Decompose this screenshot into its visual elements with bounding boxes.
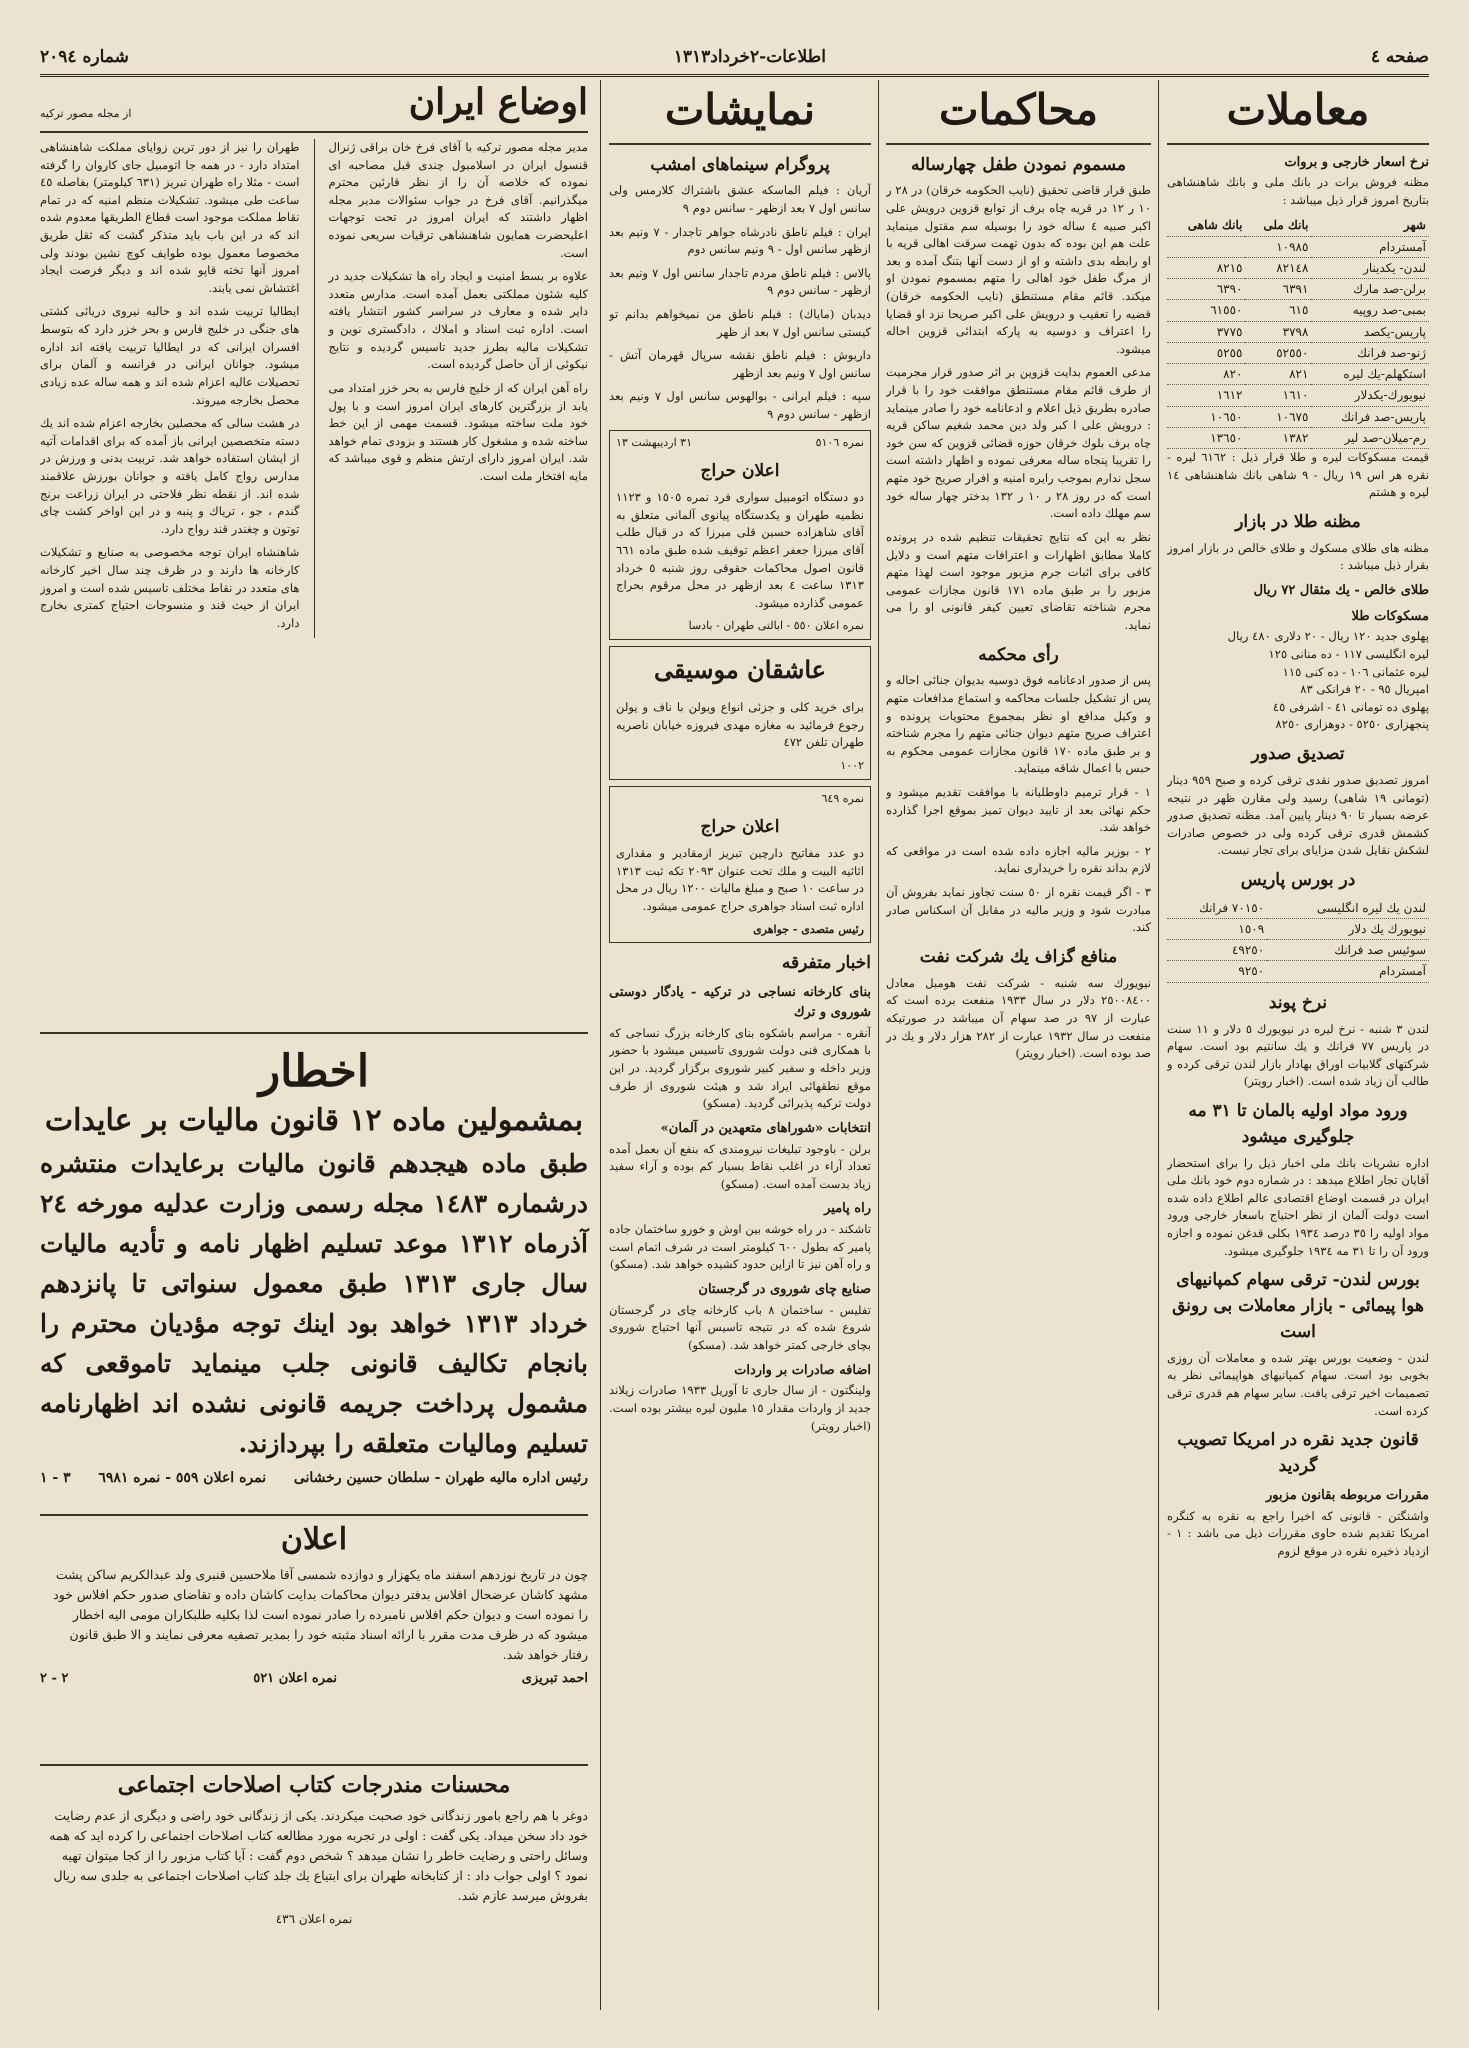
rate-melli: ١٣٨٢ (1245, 427, 1311, 448)
music-ad (609, 646, 871, 780)
table-row (1167, 940, 1429, 961)
rate-city: لندن- یکدینار (1311, 257, 1429, 278)
gold-pure: طلای خالص - یك مثقال ٧٢ ریال (1253, 582, 1429, 598)
bourse-value: ١٥٠٩ (1167, 919, 1267, 940)
auction-2-sign: رئیس متصدی - جواهری (753, 922, 864, 936)
bourse-value: ٤٩٢٥٠ (1167, 940, 1267, 961)
export-title: تصدیق صدور (1251, 744, 1345, 765)
rate-shahi: ٨٢١٥ (1167, 257, 1245, 278)
silver-law-title: قانون جدید نقره در امریکا تصویب گردید (1177, 1430, 1419, 1477)
gold-title: مظنه طلا در بازار (1235, 511, 1361, 532)
gold-body: مظنه های طلای مسکوك و طلای خالص در بازار امروز بقرار ذیل میباشد : (1167, 540, 1429, 573)
bourse-label: آمستردام (1267, 961, 1429, 982)
rates-notes: قیمت مسکوکات لیره و طلا قرار ذیل : ٦١٦٢ لیره - نقره هر اس ١٩ ریال - ٩ شاهی بانك شاهنشاهی ١٤ لیره و هشتم (1167, 450, 1429, 500)
warning-signer: رئیس اداره مالیه طهران - سلطان حسین رخشانی (293, 1470, 588, 1486)
pound-title: نرخ پوند (1268, 992, 1328, 1013)
misc-2-title: انتخابات «شوراهای متعهدین در آلمان» (660, 1120, 871, 1136)
rate-city: بمبی-صد روپیه (1311, 300, 1429, 321)
column-mohakemat (886, 80, 1151, 2010)
bourse-value: ٩٢٥٠ (1167, 961, 1267, 982)
auction-1-meta (616, 435, 864, 452)
warning-signature (40, 1470, 588, 1486)
rates-table (1167, 215, 1429, 449)
rate-shahi: ٦٣٩٠ (1167, 279, 1245, 300)
list-item: پنجهزاری ٥٢٥٠ - دوهزاری ٨٢٥٠ (1275, 717, 1429, 732)
owza-body-1: طهران را نیز از دور ترین زوایای مملکت شاهنشاهی امتداد دارد - در همه جا اتومبیل جای کاروان را گرفته است - مثلا راه طهران تبریز (٦٣١ کیلومتر) بفاصله ٤٥ ساعت طی میشود. تشکیلات منظم امنیه که در تمام نقاط مملکت موجود است قطاع الطریقها معدوم شده اند که در این باب باید متذکر گشت که ثقل طریق مخصوصا معمول بوده طوایف کوچ نشین بودند ولی امروز آنها تخته قاپو شده اند و دیگر فرصت ایجاد اغتشاش نمی یابند. (40, 140, 300, 295)
poisoning-headline: مسموم نمودن طفل چهارساله (910, 154, 1126, 175)
rate-melli: ٨٢١٤٨ (1245, 257, 1311, 278)
moamelat-title: معاملات (1167, 84, 1429, 145)
misc-2-body: برلن - باوجود تبلیغات نیرومندی که بنفع آن بعمل آمده تعداد آراء در اغلب نقاط بسیار کم بوده و آراء سفید زیاد بدست آمده است. (مسکو) (609, 1141, 871, 1191)
misc-5-body: ولینگتون - از سال جاری تا آوریل ١٩٣٣ صادرات زیلاند جدید از واردات مقدار ١٥ ملیون لیره بیشتر بوده است. (اخبار رویتر) (609, 1383, 871, 1433)
music-title: عاشقان موسیقی (654, 655, 826, 685)
book-advert-title: محسنات مندرجات کتاب اصلاحات اجتماعی (117, 1772, 511, 1798)
rate-city: برلن-صد مارك (1311, 279, 1429, 300)
table-row (1167, 427, 1429, 448)
table-row (1167, 406, 1429, 427)
owza-body-5: مدیر مجله مصور ترکیه با آقای فرخ خان براقی ژنرال قنسول ایران در اسلامبول چندی قبل مصاحبه ای نموده که خلاصه آن را از نظر قارئین محترم میگذرانیم. آقای فرخ در جواب سئوالات مدیر مجله اظهار داشتند که ایران امروز در تحت توجهات اعلیحضرت همایون شاهنشاهی ترقیات سریعی نموده است. (328, 140, 588, 260)
rate-city: پاریس-صد فرانك (1311, 406, 1429, 427)
table-row (1167, 257, 1429, 278)
list-item: سپه : فیلم ایرانی - بوالهوس سانس اول ٧ ونیم بعد ازظهر - سانس دوم ٩ (609, 389, 871, 422)
list-item: پالاس : فیلم ناطق مردم تاجدار سانس اول ٧ ونیم بعد ازظهر - سانس دوم ٩ (609, 265, 871, 298)
mohakemat-body-3: نظر به این که نتایج تحقیقات تنظیم شده در پرونده کاملا مطابق اظهارات و اعترافات متهم است و دلایل کافی برای اثبات جرم مزبور موجود است لهذا متهم مزبور را بر طبق ماده ١٧١ قانون مجازات عمومی مجرم شناخته تقاضای تعیین کیفر قانونی او را می نماید. (886, 529, 1151, 632)
bourse-title: در بورس پاریس (1240, 869, 1356, 890)
namayeshat-title: نمایشات (609, 84, 871, 145)
notice-body: چون در تاریخ نوزدهم اسفند ماه یکهزار و دوازده شمسی آقا ملاحسین قنبری ولد عبدالکریم ساکن پشت مشهد کاشان عرضحال افلاس بدفتر دیوان محاکمات بدایت کاشان داده و تقاضای صدور حکم افلاس خود را نموده است و دیوان حکم افلاس نامبرده را صادر نموده است لذا بکلیه طلبکاران مومی الیه اخطار میشود که در ظرف مدت مقرر با ارائه اسناد مثبته خود را بمدیر تصفیه معرفی نمایند و الا طبق قانون رفتار خواهد شد. (53, 1567, 588, 1662)
rate-city: ژنو-صد فرانك (1311, 342, 1429, 363)
bourse-label: سوئیس صد فرانك (1267, 940, 1429, 961)
rate-shahi: ٥٢٥٥ (1167, 342, 1245, 363)
mohakemat-title: محاکمات (886, 84, 1151, 145)
owza-body-2: ایطالیا تربیت شده اند و حالیه نیروی دریائی کشتی های جنگی در خلیج فارس و بحر خزر دارد که بتوسط افسران ایرانی که در ایطالیا تربیت یافته اند اداره میشود. جوانان ایرانی در فرانسه و آلمان برای تحصیلات عالیه اعزام شده اند و همه ساله عده زیادی محصل بخارجه میروند. (40, 304, 300, 407)
table-row (1167, 961, 1429, 982)
auction-2-number: نمره ٦٤٩ (821, 791, 864, 805)
coins-title: مسکوکات طلا (1351, 608, 1429, 624)
page-label: صفحه ٤ (1370, 47, 1429, 67)
rate-melli: ٥٢٥٥٠ (1245, 342, 1311, 363)
rate-melli: ٦١٥ (1245, 300, 1311, 321)
owza-body-6: علاوه بر بسط امنیت و ایجاد راه ها تشکیلات جدید در کلیه شئون مملکتی بعمل آمده است. مدارس متعدد دایر شده و معارف در سراسر کشور انتشار یافته است. اداره ثبت اسناد و املاك ، دادگستری نوین و تشکیلات مالیه بطرز جدید تاسیس گردیده و نتایج نیکوئی از آن حاصل گردیده است. (328, 269, 588, 372)
bourse-table (1167, 898, 1429, 983)
list-item: ایران : فیلم ناطق نادرشاه جواهر تاجدار - ٧ ونیم بعد ازظهر سانس اول - ٩ ونیم سانس دوم (609, 224, 871, 257)
rates-header-bankmelli: بانك ملی (1245, 215, 1311, 236)
auction-1-body: دو دستگاه اتومبیل سواری فرد نمره ١٥٠٥ و ١١٢٣ نظمیه طهران و یکدستگاه پیانوی آلمانی متعلق به آقای شاهزاده حسین قلی میرزا که در قبال طلب آقای میرزا جعفر اعظم توقیف شده طبق ماده ٦٦١ قانون اصول محاکمات حقوقی روز شنبه ٥ خرداد ١٣١٣ ساعت ٤ بعد ازظهر در محل مرقوم بحراج عمومی گذارده میشود. (616, 490, 864, 610)
owza-subcolumn-left (40, 139, 300, 638)
misc-3-body: تاشکند - در راه خوشه بین اوش و خورو ساختمان جاده پامیر که بطول ٦٠٠ کیلومتر است در شرف اتمام است و راه آهن نیز تا ازاین حدود کشیده خواهد شد. (مسکو) (609, 1222, 871, 1272)
owza-header (40, 80, 588, 133)
warning-code: ٣ - ١ (40, 1470, 71, 1486)
misc-1-body: آنقره - مراسم باشکوه بنای کارخانه بزرگ نساجی که با همکاری فنی دولت شوروی تاسیس میشود با حضور وزیر داخله و سفیر کبیر شوروی برگزار گردید. در این موقع نطقهائی ایراد شد و هیئت شوروی از طرف دولت ترکیه پذیرائی گردید. (مسکو) (609, 1025, 871, 1111)
table-row (1167, 364, 1429, 385)
list-item: دیدبان (مایاك) : فیلم ناطق من نمیخواهم بدانم تو کیستی سانس اول ٧ بعد از ظهر (609, 306, 871, 339)
verdict-body: پس از صدور ادعانامه فوق دوسیه بدیوان جنائی احاله و پس از تشکیل جلسات محاکمه و استماع مدافعات متهم و وکیل مدافع او نظر بمجموع محتویات پرونده و اعتراف صریح متهم دیوان جنائی متهم را مجرم شناخته و بر طبق ماده ١٧٠ قانون مجازات عمومی محکوم به حبس با اعمال شاقه مینماید. (886, 673, 1151, 776)
rates-title: نرخ اسعار خارجی و بروات (1284, 154, 1429, 170)
notice-number: نمره اعلان ٥٢١ (253, 1671, 338, 1686)
issue-number: شماره ٢٠٩٤ (40, 47, 129, 67)
list-item: پهلوی جدید ١٢٠ ریال - ٢٠ دلاری ٤٨٠ ریال (1227, 629, 1429, 644)
silver-law-subtitle: مقررات مربوطه بقانون مزبور (1266, 1487, 1429, 1503)
bourse-london-body: لندن - وضعیت بورس بهتر شده و معاملات آن روزی بخوبی بود است. سهام کمپانیهای هواپیمائی نظر به تصمیمات اخیر ترقی یافت. سایر سهام هم قدری ترقی کرده است. (1167, 1350, 1429, 1418)
warning-body: طبق ماده هیجدهم قانون مالیات برعایدات منتشره درشماره ١٤٨٣ مجله رسمی وزارت عدلیه مورخه ٢٤ آذرماه ١٣١٢ موعد تسلیم اظهار نامه و تأدیه مالیات سال جاری ١٣١٣ طبق معمول سنواتی تا پانزدهم خرداد ١٣١٣ خواهد بود اینك توجه مؤدیان محترم را بانجام تکالیف قانونی جلب مینماید تاموقعی که مشمول پرداخت جریمه قانونی نشده اند اظهارنامه تسلیم ومالیات متعلقه را بپردازند. (40, 1149, 588, 1458)
rates-header-row (1167, 215, 1429, 236)
verdict-title: رأی محکمه (978, 644, 1059, 665)
section-divider (40, 1514, 588, 1516)
book-advert-body: دوغر با هم راجع بامور زندگانی خود صحبت میکردند. یکی از زندگانی خود راضی و دیگری از عدم رضایت خود داد سخن میداد. یکی گفت : اولی در تجربه مورد مطالعه کتاب اصلاحات اجتماعی را کرده اید که همه وسائل راحتی و رضایت خاطر را نشان میدهد ؟ شخص دوم گفت : آیا کتاب مزبور را از کجا میتوان تهیه نمود ؟ اولی جواب داد : از کتابخانه طهران برای ابتیاع یك جلد کتاب اصلاحات اجتماعی به جلدی سه ریال بفروش میرسد عازم شد. (49, 1808, 588, 1903)
list-item: داریوش : فیلم ناطق نقشه سرپال قهرمان آتش - سانس اول ٧ ونیم بعد ازظهر (609, 348, 871, 380)
book-advert (40, 1770, 588, 2010)
rates-header-bankshahi: بانك شاهی (1167, 215, 1245, 236)
rate-shahi (1167, 236, 1245, 257)
table-row (1167, 898, 1429, 919)
rate-melli: ٣٧٩٨ (1245, 321, 1311, 342)
bank-import-title: ورود مواد اولیه بالمان تا ٣١ مه جلوگیری میشود (1188, 1100, 1408, 1147)
warning-headline: بمشمولین ماده ١٢ قانون مالیات بر عایدات (44, 1103, 584, 1138)
list-item: امپریال ٩٥ - ٢٠ فرانکی ٨٣ (1300, 682, 1429, 697)
auction-2-title: اعلان حراج (700, 817, 780, 838)
misc-4-body: تفلیس - ساختمان ٨ باب کارخانه چای در گرجستان شروع شده که در نتیجه تاسیس آنها احتیاج شوروی بچای خارجی کمتر خواهد شد. (مسکو) (609, 1302, 871, 1352)
mohakemat-body-6: ٣ - اگر قیمت نقره از ٥٠ سنت تجاوز نماید بفروش آن مبادرت شود و وزیر مالیه در مقابل آن اسکناس صادر کند. (886, 885, 1151, 935)
owza-caption: از مجله مصور ترکیه (40, 107, 132, 121)
mohakemat-body-1: طبق قرار قاضی تحقیق (نایب الحکومه خرقان) در ٢٨ ر ١٠ ر ١٢ در قریه چاه برف از توابع قزوین درویش علی اکبر صبیه ٤ ساله خود را بوسیله سم مقتول مینماید علت هم این بوده که بدون تهمت سرقت اهالی قریه با او رابطه بدی داشته و او از دست آنها بتنگ آمده و بعد از مرگ طفل خود اهالی را متهم بمسموم نمودن او میکند. قائم مقام مستنطق (نایب الحکومه خرقان) قضیه را تعقیب و درویش علی اکبر صریحا نزد او قضایا را اعتراف و دوسیه به پارکه ابتدائی قزوین احاله میشود. (886, 183, 1151, 356)
cinema-program-title: پروگرام سینماهای امشب (650, 154, 830, 175)
book-advert-number: نمره اعلان ٤٣٦ (275, 1912, 353, 1926)
misc-5-title: اضافه صادرات بر واردات (734, 1362, 871, 1378)
table-row (1167, 300, 1429, 321)
section-divider (40, 1764, 588, 1766)
table-row (1167, 342, 1429, 363)
oil-body: نیویورك سه شنبه - شرکت نفت هومبل معادل ٢٥٠٠٨٤٠٠ دلار در سال ١٩٣٣ منفعت برده است که عبارت از ٩٧ در صد سهام آن میباشد در صورتیکه منفعت در سال ١٩٣٢ عبارت از ٢٨٢ هزار دلار و یك در صد بوده است. (اخبار رویتر) (886, 975, 1151, 1061)
misc-4-title: صنایع چای شوروی در گرجستان (698, 1281, 871, 1297)
rate-shahi: ٦١٥٥٠ (1167, 300, 1245, 321)
section-divider (40, 1032, 588, 1034)
auction-1-sign: نمره اعلان ٥٥٠ - ابالتی طهران - بادسا (688, 619, 864, 633)
owza-body-4: شاهنشاه ایران توجه مخصوصی به صنایع و تشکیلات کارخانه ها دارند و در ظرف چند سال اخیر کارخانه های متعدد در نقاط مختلف تاسیس شده است و امروز ایران از حیث قند و منسوجات احتیاج کمتری بخارج دارد. (40, 545, 300, 630)
rates-intro: مظنه فروش برات در بانك ملی و بانك شاهنشاهی بتاریخ امروز قرار ذیل میباشد : (1167, 175, 1429, 207)
notice-signer: احمد تبریزی (521, 1671, 588, 1686)
rate-melli: ١٠٦٧٥ (1245, 406, 1311, 427)
rate-melli: ٨٢١ (1245, 364, 1311, 385)
warning-number: نمره اعلان ٥٥٩ - نمره ٦٩٨١ (98, 1470, 267, 1486)
column-divider (878, 80, 879, 2010)
owza-body-7: راه آهن ایران که از خلیج فارس به بحر خزر امتداد می یابد از بزرگترین کارهای ایران امروز است و با پول خود ملت ساخته میشود. قسمت مهمی از این خط ساخته شده و مشغول کار هستند و بزودی تمام خواهد شد. ایران امروز دارای ارتش منظم و قوی میباشد که مایه افتخار ملت است. (328, 380, 588, 483)
owza-body-3: در هشت سالی که محصلین بخارجه اعزام شده اند یك دسته متخصصین ایرانی باز آمده که برای اقدامات آتیه از ایشان استفاده خواهد شد. تربیت بدنی و ورزش در مدارس رواج کامل یافته و جوانان بورزش علاقمند شده اند. از نقطه نظر فلاحتی در ایران زراعت برنج گندم ، جو ، تریاك و پنبه و در این اواخر کشت چای توتون و چغندر قند رواج دارد. (40, 416, 300, 536)
list-item: آریان : فیلم الماسکه عشق باشتراك کلارمس ولی سانس اول ٧ بعد ازظهر - سانس دوم ٩ (609, 183, 871, 215)
table-row (1167, 919, 1429, 940)
pound-body: لندن ٣ شنبه - نرخ لیره در نیویورك ٥ دلار و ١١ سنت در پاریس ٧٧ فرانك و یك سانتیم بود است. سهام شرکتهای گلابیات اوراق بهادار بازار لندن ترقی کرده و طالب آن زیاد شده است. (اخبار رویتر) (1167, 1021, 1429, 1089)
table-row (1167, 279, 1429, 300)
rate-shahi: ٨٢٠ (1167, 364, 1245, 385)
rate-shahi: ١٠٦٥٠ (1167, 406, 1245, 427)
column-divider (600, 80, 601, 2010)
notice-title: اعلان (280, 1522, 348, 1557)
column-moamelat (1167, 80, 1429, 2010)
rate-city: استکهلم-یك لیره (1311, 364, 1429, 385)
notice-code: ٢ - ٢ (40, 1671, 69, 1686)
music-body: برای خرید کلی و جزئی انواع ویولن با ناف و یولن رجوع فرمائید به مغازه مهدی فیروزه خیابان ناصریه طهران تلفن ٤٧٢ (616, 700, 864, 750)
notice-footer (40, 1671, 588, 1686)
rate-shahi: ١٦١٢ (1167, 385, 1245, 406)
auction-ad-1 (609, 430, 871, 641)
bourse-label: لندن یك لیره انگلیسی (1267, 898, 1429, 919)
music-number: ١٠٠٢ (840, 759, 864, 772)
bank-import-body: اداره نشریات بانك ملی اخبار ذیل را برای استحضار آقایان تجار اطلاع میدهد : در شماره دوم خود بانك ملی ایران در قسمت اوضاع اقتصادی عالم اطلاع داده شده است دولت آلمان از نظر احتیاج باسعار خارجی ورود مواد اولیه را ٣٥ درصد ١٩٣٤ بکلی قدغن نموده و اجازه ورود آن را تا ٣١ مه ١٩٣٤ جلوگیری میشود. (1167, 1155, 1429, 1258)
mohakemat-body-5: ٢ - بوزیر مالیه اجازه داده شده است در مواقعی که لازم بداند نقره را خریداری نماید. (886, 843, 1151, 876)
masthead (40, 40, 1429, 77)
misc-3-title: راه پامیر (824, 1201, 871, 1217)
bourse-value: ٧٠١٥٠ فرانك (1167, 898, 1267, 919)
table-row (1167, 236, 1429, 257)
misc-news-title: اخبار متفرقه (781, 953, 871, 974)
table-row (1167, 385, 1429, 406)
list-item: لیره عثمانی ١٠٦ - ده کنی ١١٥ (1282, 664, 1429, 679)
list-item: لیره انگلیسی ١١٧ - ده منانی ١٢٥ (1268, 647, 1429, 662)
auction-2-body: دو عدد مفاتیح دارچین تبریز ازمقادیر و مقداری اثاثیه البیت و ملك تحت عنوان ٢٠٩٣ تکه ثبت ١٣١٣ در ساعت ١٠ صبح و مبلغ مالیات ١٢٠٠ ریال در محل اداره ثبت اسناد جواهری حراج عمومی میشود. (616, 846, 865, 914)
owza-title: اوضاع ایران (408, 81, 588, 123)
owza-divider (314, 139, 315, 638)
owza-subcolumn-right (329, 139, 589, 638)
column-namayeshat (609, 80, 871, 2010)
silver-law-body: واشنگتن - قانونی که اخیرا راجع به نقره به کنگره امریکا تقدیم شده حاوی مقررات ذیل می باشد : ١ - ازدیاد ذخیره نقره در موقع لزوم (1167, 1508, 1429, 1558)
rate-shahi: ٣٧٧٥ (1167, 321, 1245, 342)
auction-1-number: نمره ٥١٠٦ (815, 435, 864, 449)
export-body: امروز تصدیق صدور نقدی ترقی کرده و صبح ٩٥٩ دینار (تومانی ١٩ شاهی) رسید ولی مقارن ظهر در نتیجه عرضه بسیار تا ٩٠ دینار پایین آمد. مظنه تصدیق صدور کشمش قدری ترقی کرده ولی در خصوص صادرات لشکش نقایل شدن مزایای برای تجار نیست. (1167, 772, 1429, 858)
column-divider (1158, 80, 1159, 2010)
list-item: پهلوی ده تومانی ٤١ - اشرفی ٤٥ (1272, 699, 1429, 714)
rate-city: نیویورك-یکدلار (1311, 385, 1429, 406)
column-owza-iran (40, 80, 588, 1030)
bourse-label: نیویورك یك دلار (1267, 919, 1429, 940)
auction-1-title: اعلان حراج (700, 461, 780, 482)
rate-melli: ٦٣٩١ (1245, 279, 1311, 300)
rate-melli: ١٦١٠ (1245, 385, 1311, 406)
masthead-date: اطلاعات-٢خرداد١٣١٣ (673, 47, 826, 67)
auction-ad-2 (609, 786, 871, 944)
mohakemat-body-2: مدعی العموم بدایت قزوین بر اثر صدور قرار مجرمیت از طرف قائم مقام مستنطق موافقت خود را با قرار صادره بطریق ذیل اعلام و ادعانامه خود را صادر مینماید : درویش علی ا کبر ولد دین محمد شغیم ساکن قریه چاه برف بلوك خرقان حوزه قضائی قزوین که سن خود را تقریبا پنجاه ساله معرفی نموده و اظهار داشته است سجل ندارم بموجب رایره امنیه و افرار صریح خود متهم است که در روز ٢٨ ر ١٠ ر ١٣٢ بدختر چهار ساله خود سم مهلك داده است. (886, 365, 1151, 521)
rate-melli: ١٠٩٨٥ (1245, 236, 1311, 257)
rate-city: رم-میلان-صد لیر (1311, 427, 1429, 448)
bankruptcy-notice (40, 1520, 588, 1760)
rate-shahi: ١٣٦٥٠ (1167, 427, 1245, 448)
rate-city: آمستردام (1311, 236, 1429, 257)
misc-1-title: بنای کارخانه نساجی در ترکیه - یادگار دوستی شوروی و ترك (609, 985, 871, 1020)
warning-notice (40, 1040, 588, 1510)
bourse-london-title: بورس لندن- ترقی سهام کمپانیهای هوا پیمائی - بازار معاملات بی رونق است (1172, 1270, 1424, 1342)
auction-1-date: ٣١ اردیبهشت ١٣ (616, 435, 692, 449)
oil-title: منافع گزاف یك شرکت نفت (919, 946, 1118, 967)
table-row (1167, 321, 1429, 342)
rate-city: پاریس-یکصد (1311, 321, 1429, 342)
mohakemat-body-4: ١ - قرار ترمیم داوطلبانه با موافقت تقدیم میشود و حکم نهائی بعد از تایید دیوان تمیز بموقع اجرا گذارده خواهد شد. (886, 785, 1151, 835)
warning-title: اخطار (258, 1046, 370, 1097)
owza-subcolumns (40, 139, 588, 638)
rates-header-city: شهر (1311, 215, 1429, 236)
